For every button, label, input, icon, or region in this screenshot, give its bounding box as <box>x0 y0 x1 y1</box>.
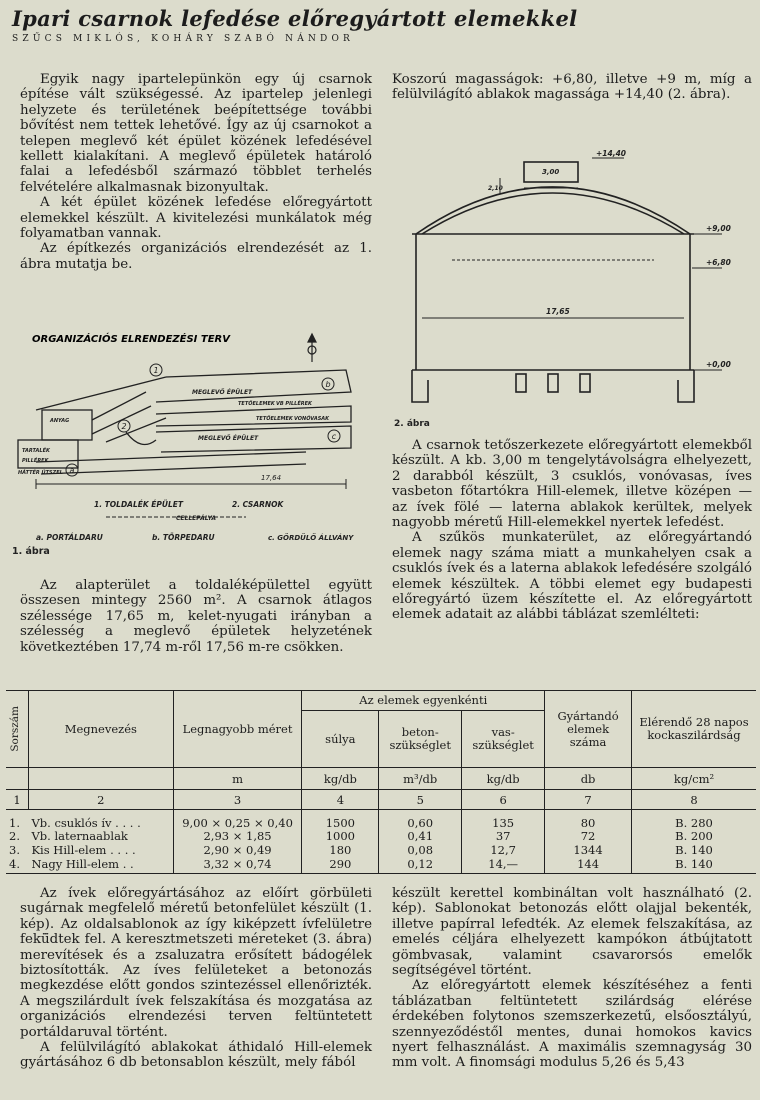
paragraph: A két épület közének lefedése előregyártott elemekkel készült. A kivitelezési munkálatok még folyamatban vannak. <box>20 195 372 242</box>
figure-1-caption: 1. ábra <box>12 546 50 557</box>
paragraph: Egyik nagy ipartelepünkön egy új csarnok építése vált szükségessé. Az ipartelep jelenlegi helyzete és területének beépítettsége további bővítést nem tettek lehetővé. Így az új csarnokot a telepen meglevő két épület közének lefedésével kellett kialakítani. A meglevő épületek határoló falai a lefedésből származó többlet terhelés felvételére alkalmasnak bizonyultak. <box>20 72 372 195</box>
marker-b-top: b <box>325 380 331 389</box>
table-row: 2. Vb. laternaablak 2,93 × 1,85 1000 0,41 37 72 B. 200 <box>9 829 713 844</box>
col-header-concrete: beton-szükséglet <box>379 710 462 767</box>
figure-1-heading: ORGANIZÁCIÓS ELRENDEZÉSI TERV <box>32 334 230 345</box>
left-column-top <box>20 72 372 272</box>
table-row: 4. Nagy Hill-elem . . 3,32 × 0,74 290 0,12 14,— 144 B. 140 <box>6 858 756 874</box>
bottom-right-column <box>392 886 752 1071</box>
paragraph: Az építkezés organizációs elrendezését az 1. ábra mutatja be. <box>20 241 372 272</box>
table-row: 1. Vb. csuklós ív . . . . 9,00 × 0,25 × 0,40 1500 0,60 135 80 B. 280 <box>6 810 756 830</box>
paragraph: A felülvilágító ablakokat áthidaló Hill-elemek gyártásához 6 db betonsablon készült, mely fából <box>20 1040 372 1071</box>
figure-2-cross-section <box>392 148 756 430</box>
paragraph: Az előregyártott elemek készítéséhez a fenti táblázatban feltüntetett szilárdság elérése érdekében folytonos szemszerkezetű, elsőosztályú, szennyeződéstől mentes, dunai homokos kavics nyert felhasználást. A maximális szemnagyság 30 mm volt. A finomsági modulus 5,26 és 5,43 <box>392 978 752 1071</box>
col-header-per-element: Az elemek egyenkénti <box>302 691 545 711</box>
label-existing-bottom: MEGLEVŐ ÉPÜLET <box>198 435 259 442</box>
right-column-bottom <box>392 438 752 623</box>
paragraph: Koszorú magasságok: +6,80, illetve +9 m, míg a felülvilágító ablakok magassága +14,40 (2. ábra). <box>392 72 752 103</box>
legend-rail: CELLEPÁLYA <box>176 515 217 522</box>
bottom-left-column <box>20 886 372 1071</box>
col-header-steel: vas-szükséglet <box>462 710 545 767</box>
legend-rolling-scaffold: c. GÖRDÜLŐ ÁLLVÁNY <box>268 534 354 542</box>
elevation-6-8: +6,80 <box>706 258 731 267</box>
label-pillars: PILLÉREK <box>22 458 49 464</box>
col-header-name: Megnevezés <box>28 691 173 768</box>
paragraph: készült kerettel kombináltan volt használható (2. kép). Sablonokat betonozás előtt olajjal bekenték, illetve papírral lefedték. Az elemek felszakítása, az emelés céljára elhelyezett kampókon átbújtatott gömbvasak, valamint csavarorsós emelők segítségével történt. <box>392 886 752 979</box>
paragraph: Az ívek előregyártásához az előírt görbületi sugárnak megfelelő méretű betonfelület készült (1. kép). Az oldalsablonok az így kiképzett ívfelületre fekü̈dtek fel. A keresztmetszeti méreteket (3. ábra) merevítések és a zsaluzatra erősített bádogélek biztosították. Az íves felületeket a betonozás megkezdése előtt gondos szintezéssel ellenőrizték. A megszilárdult ívek felszakítása és mozgatása az organizációs elrendezési terven feltüntetett portáldaruval történt. <box>20 886 372 1040</box>
column-number-row: 1 2 3 4 5 6 7 8 <box>6 790 756 810</box>
legend-gantry-crane: a. PORTÁLDARU <box>36 533 103 542</box>
north-arrow-icon <box>308 334 316 362</box>
units-row: m kg/db m³/db kg/db db kg/cm² <box>6 768 756 790</box>
figure-1-site-plan <box>6 322 376 562</box>
col-header-strength: Elérendő 28 napos kockaszilárdság <box>639 715 749 742</box>
marker-1: 1 <box>153 366 159 375</box>
figure-2-caption: 2. ábra <box>394 419 430 429</box>
marker-a: a <box>69 466 75 475</box>
marker-2: 2 <box>121 422 127 431</box>
label-columns: VB PILLÉREK <box>276 401 312 407</box>
elevation-0: +0,00 <box>706 360 731 369</box>
paragraph: A szűkös munkaterület, az előregyártandó elemek nagy száma miatt a munkahelyen csak a csuklós ívek és a laterna ablakok lefedésére szolgáló elemek készültek. A többi elemet egy budapesti előregyártó üzem készítette el. Az előregyártott elemek adatait az alábbi táblázat szemlélteti: <box>392 530 752 623</box>
existing-building-top <box>156 370 351 402</box>
label-material: ANYAG <box>50 418 70 424</box>
article-title: Ipari csarnok lefedése előregyártott elemekkel <box>12 6 578 31</box>
legend-annex: 1. TOLDALÉK ÉPÜLET <box>94 500 184 509</box>
annex-building <box>42 410 92 440</box>
dim-span: 17,65 <box>546 307 570 316</box>
article-authors: SZŰCS MIKLÓS, KOHÁRY SZABÓ NÁNDOR <box>12 34 355 44</box>
col-header-count: Gyártandó elemek száma <box>545 691 632 768</box>
label-tie-rods: VONÓVASAK <box>294 416 330 422</box>
label-roof-elements: TETŐELEMEK <box>238 401 275 407</box>
dim-lantern: 3,00 <box>542 168 560 176</box>
col-header-serial: Sorszám <box>6 691 28 768</box>
elements-table <box>6 690 756 874</box>
label-existing-top: MEGLEVŐ ÉPÜLET <box>192 389 253 396</box>
right-column-top <box>392 72 752 103</box>
dim-height: 2,10 <box>488 185 503 192</box>
elevation-9: +9,00 <box>706 224 731 233</box>
label-background: HÁTTÉR ÚTSZEL <box>18 470 63 476</box>
marker-c: c <box>331 432 337 441</box>
col-header-size: Legnagyobb méret <box>173 691 302 768</box>
label-roof-elements-2: TETŐELEMEK <box>256 416 293 422</box>
label-reserve: TARTALÉK <box>22 448 50 454</box>
paragraph: A csarnok tetőszerkezete előregyártott elemekből készült. A kb. 3,00 m tengelytávolságra elhelyezett, 2 darabból készült, 3 csuklós, vonóvasas, íves vasbeton főtartókra Hill-elemek, illetve középen — az ívek fölé — laterna ablakok kerültek, melyek nagyobb méretű Hill-elemekkel nyertek lefedést. <box>392 438 752 531</box>
elevation-top: +14,40 <box>596 149 627 158</box>
left-column-bottom <box>20 578 372 655</box>
dimension-label: 17,64 <box>261 474 282 482</box>
paragraph: Az alapterület a toldaléképülettel együtt összesen mintegy 2560 m². A csarnok átlagos szélessége 17,65 m, kelet-nyugati irányban a szélesség a meglevő épületek helyzetének következtében 17,74 m-ről 17,56 m-re csökken. <box>20 578 372 655</box>
roof-arch <box>416 187 690 234</box>
col-header-weight: súlya <box>302 710 379 767</box>
legend-hall: 2. CSARNOK <box>232 500 284 509</box>
legend-dwarf-crane: b. TÖRPEDARU <box>152 533 215 542</box>
table-row: 3. Kis Hill-elem . . . . 2,90 × 0,49 180 0,08 12,7 1344 B. 140 <box>9 843 713 858</box>
